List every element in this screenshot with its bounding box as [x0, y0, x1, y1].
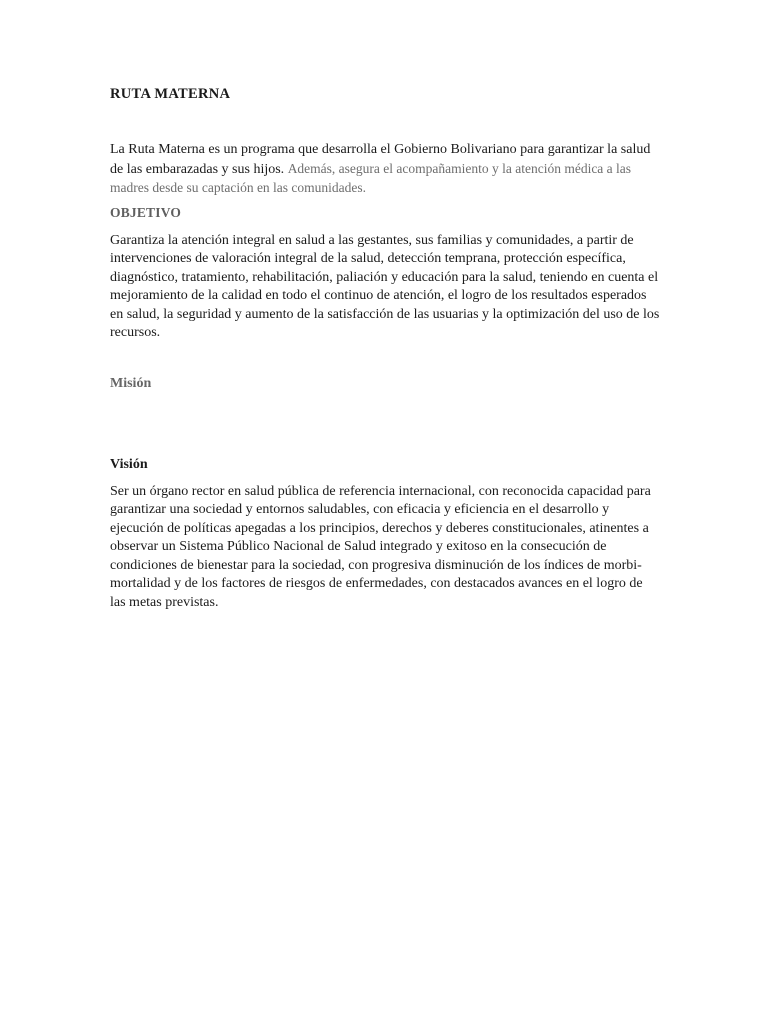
document-title: RUTA MATERNA	[110, 86, 231, 102]
intro-paragraph	[110, 141, 660, 199]
document-body	[110, 85, 660, 612]
objetivo-heading: OBJETIVO	[110, 204, 182, 220]
objetivo-paragraph: Garantiza la atención integral en salud a las gestantes, sus familias y comunidades, a partir de intervenciones de valoración integral de la salud, detección temprana, protección específica, diagnóstico, tratamiento, rehabilitación, paliación y educación para la salud, teniendo en cuenta el mejoramiento de la calidad en todo el continuo de atención, el logro de los resultados esperados en salud, la seguridad y aumento de la satisfacción de las usuarias y la optimización del uso de los recursos.	[110, 232, 660, 340]
mision-heading: Misión	[110, 375, 152, 391]
intro-muted-text: Además, asegura el acompañamiento y la atención médica a las madres desde su captación en las comunidades.	[110, 160, 632, 195]
vision-paragraph: Ser un órgano rector en salud pública de referencia internacional, con reconocida capacidad para garantizar una sociedad y entornos saludables, con eficacia y eficiencia en el desarrollo y ejecución de políticas apegadas a los principios, derechos y deberes constitucionales, atinentes a observar un Sistema Público Nacional de Salud integrado y exitoso en la consecución de condiciones de bienestar para la sociedad, con progresiva disminución de los índices de morbi-mortalidad y de los factores de riesgos de enfermedades, con destacados avances en el logro de las metas previstas.	[110, 483, 651, 610]
vision-heading: Visión	[110, 456, 148, 472]
intro-main-text: La Ruta Materna es un programa que desarrolla el Gobierno Bolivariano para garantizar la salud de las embarazadas y sus hijos.	[110, 142, 651, 177]
